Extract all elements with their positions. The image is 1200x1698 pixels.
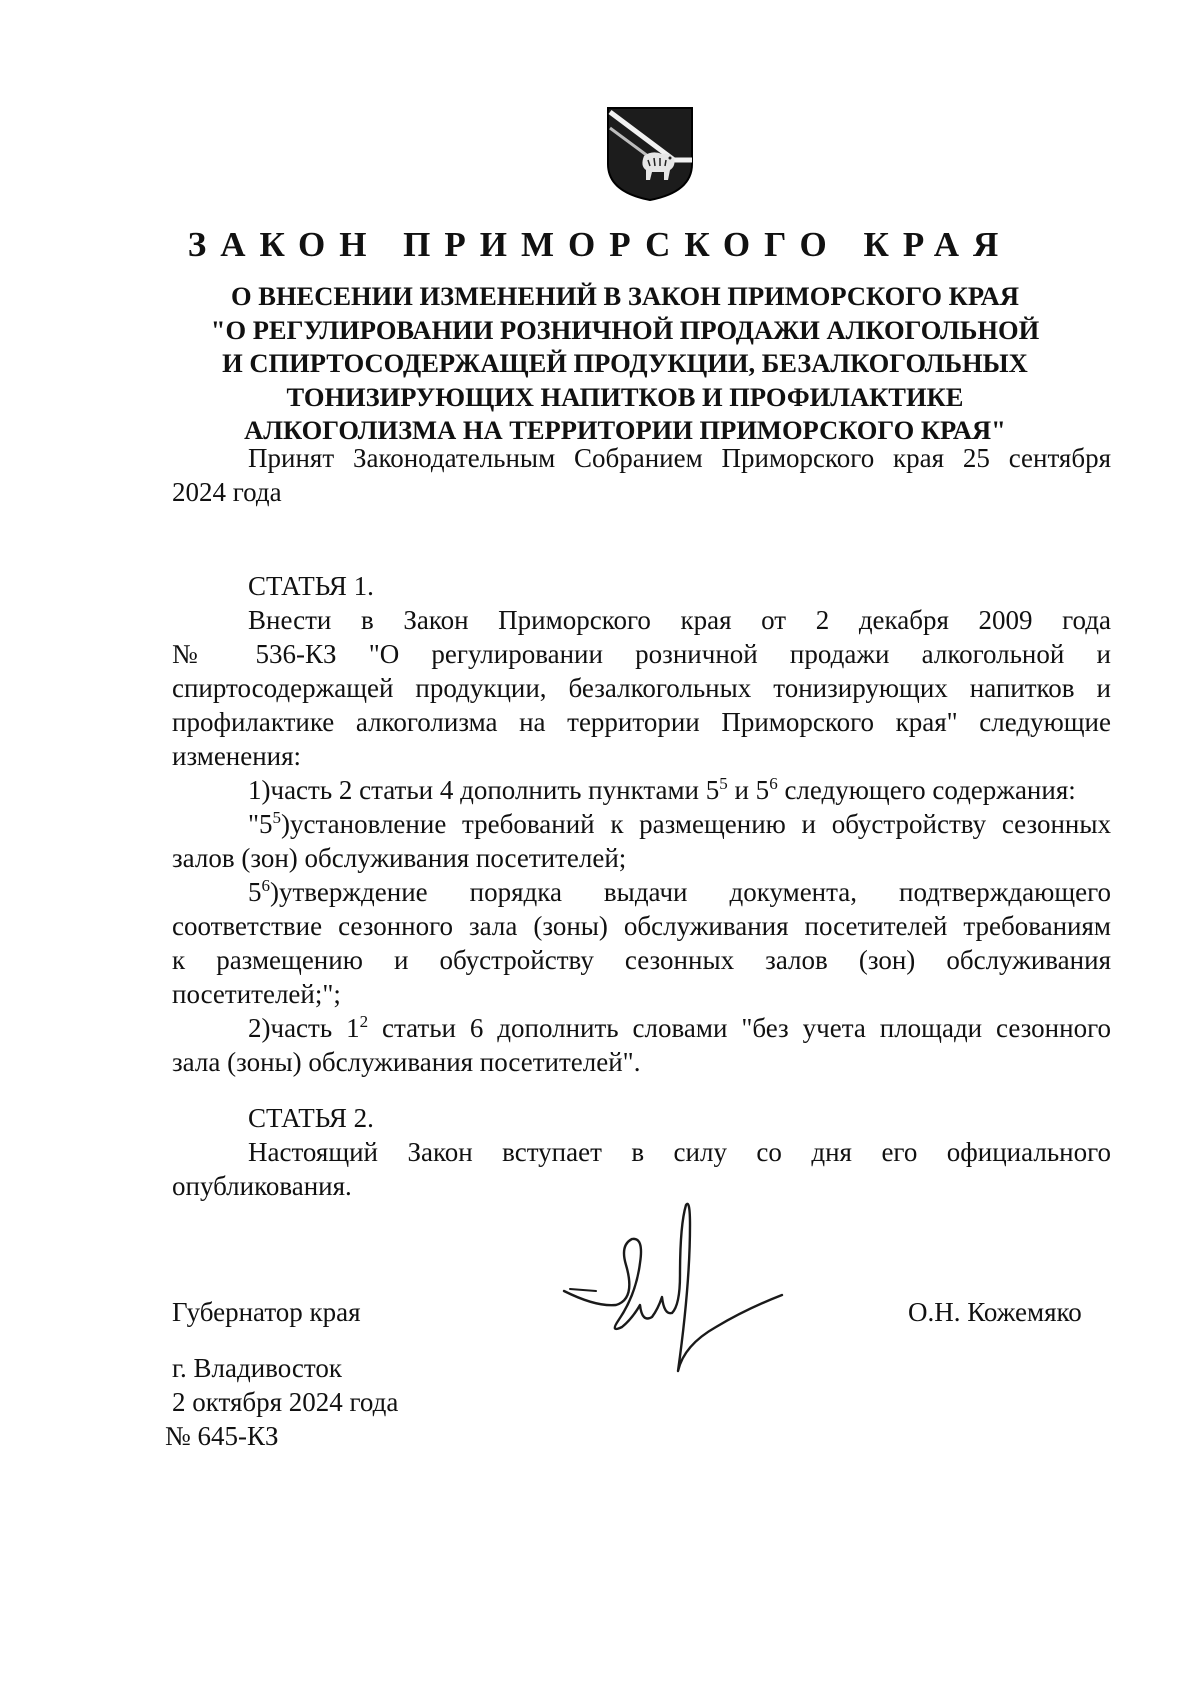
item-2-text: статьи 6 дополнить словами "без учета площади сезонного (368, 1013, 1111, 1043)
handwritten-signature (556, 1195, 786, 1385)
signing-city: г. Владивосток (172, 1353, 342, 1383)
law-title: ЗАКОН ПРИМОРСКОГО КРАЯ (187, 225, 1013, 264)
article-1-intro-line: Внести в Закон Приморского края от 2 декабря 2009 года (248, 605, 1111, 635)
item-1-sup: 5 (719, 774, 728, 793)
article-1-intro-line: профилактике алкоголизма на территории Приморского края" следующие (172, 707, 1111, 737)
law-subject-line: ТОНИЗИРУЮЩИХ НАПИТКОВ И ПРОФИЛАКТИКЕ (286, 381, 964, 412)
point-5-6-line-1 (248, 876, 1111, 910)
item-1-text: следующего содержания: (777, 775, 1076, 805)
law-subject-line: И СПИРТОСОДЕРЖАЩЕЙ ПРОДУКЦИИ, БЕЗАЛКОГОЛЬНЫХ (222, 348, 1028, 378)
article-1-item-2-line-1 (248, 1012, 1111, 1046)
adoption-line-2: 2024 года (172, 477, 282, 507)
article-1-item-2-line-2: зала (зоны) обслуживания посетителей". (172, 1047, 641, 1077)
law-subject-line: АЛКОГОЛИЗМА НА ТЕРРИТОРИИ ПРИМОРСКОГО КРАЯ" (244, 415, 1006, 445)
point-5-6-number: 5 (248, 877, 262, 907)
point-5-5-text: )установление требований к размещению и обустройству сезонных (281, 809, 1111, 839)
point-5-5-sup: 5 (272, 808, 282, 827)
article-2-line-2: опубликования. (172, 1171, 352, 1201)
point-5-5-line-2: залов (зон) обслуживания посетителей; (172, 843, 627, 873)
item-2-sup: 2 (359, 1012, 369, 1031)
primorsky-krai-coat-of-arms-icon (604, 106, 696, 202)
adoption-line-1: Принят Законодательным Собранием Приморского края 25 сентября (248, 443, 1111, 473)
point-5-6-line-3: к размещению и обустройству сезонных залов (зон) обслуживания (172, 945, 1111, 975)
article-2-heading: СТАТЬЯ 2. (248, 1103, 374, 1133)
point-5-5-number: "5 (248, 809, 273, 839)
point-5-5-line-1 (248, 808, 1111, 842)
article-1-intro-line: изменения: (172, 741, 302, 771)
point-5-6-line-2: соответствие сезонного зала (зоны) обслуживания посетителей требованиям (172, 911, 1111, 941)
article-1-intro-line: № 536-КЗ "О регулировании розничной продажи алкогольной и (172, 639, 1111, 669)
item-2-text: 2)часть 1 (248, 1013, 360, 1043)
law-subject-line: О ВНЕСЕНИИ ИЗМЕНЕНИЙ В ЗАКОН ПРИМОРСКОГО КРАЯ (231, 281, 1019, 311)
article-1-item-1 (248, 774, 1076, 808)
point-5-6-text: )утверждение порядка выдачи документа, подтверждающего (270, 877, 1111, 907)
law-number: № 645-КЗ (165, 1421, 279, 1451)
item-1-sup: 6 (769, 774, 778, 793)
governor-name: О.Н. Кожемяко (908, 1297, 1082, 1327)
article-2-line-1: Настоящий Закон вступает в силу со дня его официального (248, 1137, 1111, 1167)
signing-date: 2 октября 2024 года (172, 1387, 399, 1417)
governor-title: Губернатор края (172, 1297, 361, 1327)
law-subject-line: "О РЕГУЛИРОВАНИИ РОЗНИЧНОЙ ПРОДАЖИ АЛКОГОЛЬНОЙ (210, 314, 1040, 345)
article-1-intro-line: спиртосодержащей продукции, безалкогольных тонизирующих напитков и (172, 673, 1111, 703)
item-1-text: 1)часть 2 статьи 4 дополнить пунктами 5 (248, 775, 720, 805)
point-5-6-line-4: посетителей;"; (172, 979, 341, 1009)
point-5-6-sup: 6 (261, 876, 270, 895)
article-1-heading: СТАТЬЯ 1. (248, 571, 374, 601)
law-subject (150, 280, 1100, 448)
item-1-text: и 5 (727, 775, 770, 805)
